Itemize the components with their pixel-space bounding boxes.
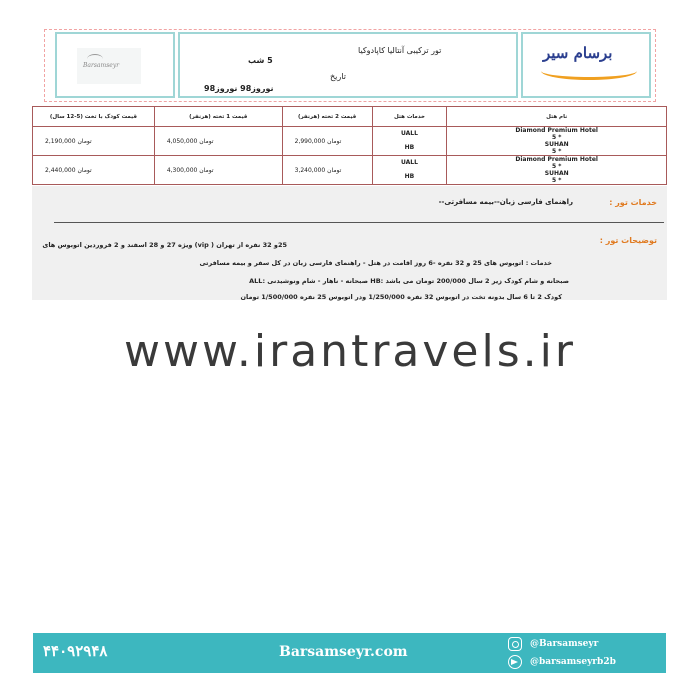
price-single: تومان 4,050,000 [154, 127, 282, 156]
instagram-handle: @Barsamseyr [530, 639, 599, 649]
board-type: UALL [400, 130, 418, 137]
footer-bar [33, 633, 666, 673]
price-double: تومان 3,240,000 [282, 156, 372, 185]
table-row [33, 156, 667, 185]
price-double: تومان 2,990,000 [282, 127, 372, 156]
hotel-name: SUHAN [544, 170, 569, 177]
hotel-cell [447, 127, 667, 156]
tour-title: تور ترکیبی آنتالیا کاپادوکیا [358, 46, 442, 55]
telegram-handle: @barsamseyrb2b [530, 657, 616, 667]
notes-panel [32, 186, 667, 300]
note-line: خدمات : اتوبوس های 25 و 32 نفره -6 روز اقامت در هتل - راهنمای فارسی زبان در کل سفر و بیمه مسافرتی [199, 259, 552, 267]
services-text: راهنمای فارسی زبان--بیمه مسافرتی-- [438, 198, 573, 206]
header-hotel: نام هتل [447, 107, 667, 127]
footer-phone[interactable]: ۴۴۰۹۲۹۴۸ [43, 642, 108, 660]
tour-date-value: نوروز98 نوروز98 [204, 84, 274, 93]
note-line: کودک 2 تا 6 سال بدونه تخت در اتوبوس 32 نفره 1/250/000 ودر اتوبوس 25 نفره 1/500/000 تومان [240, 293, 562, 301]
table-row [33, 127, 667, 156]
hotel-stars: 5 * [551, 134, 562, 141]
brand-arc-icon [541, 62, 637, 80]
board-cell [372, 127, 447, 156]
tour-date-label: تاریخ [330, 72, 346, 81]
board-cell [372, 156, 447, 185]
services-label: خدمات تور : [609, 198, 657, 207]
board-type: HB [404, 144, 415, 151]
tour-info-box [178, 32, 518, 98]
header-price-double: قیمت 2 تخته (هرنفر) [282, 107, 372, 127]
hotel-stars: 5 * [551, 148, 562, 155]
price-child: تومان 2,440,000 [33, 156, 155, 185]
hotel-cell [447, 156, 667, 185]
hotel-stars: 5 * [551, 177, 562, 184]
notes-label: توضیحات تور : [599, 236, 657, 245]
telegram-icon [508, 655, 522, 669]
header-price-child: قیمت کودک با تخت (5-12 سال) [33, 107, 155, 127]
table-header-row [33, 107, 667, 127]
board-type: UALL [400, 159, 418, 166]
hotel-name: Diamond Premium Hotel [515, 127, 598, 134]
brand-name: برسام سیر [543, 44, 613, 62]
price-child: تومان 2,190,000 [33, 127, 155, 156]
partner-logo-text: Barsamseyr [83, 62, 120, 69]
hotel-stars: 5 * [551, 163, 562, 170]
hotel-name: Diamond Premium Hotel [515, 156, 598, 163]
board-type: HB [404, 173, 415, 180]
header-price-single: قیمت 1 تخته (هرنفر) [154, 107, 282, 127]
note-line: صبحانه و شام کودک زیر 2 سال 200/000 تومان می باشد :HB صبحانه - ناهار - شام ونوشیدنی :ALL [249, 277, 569, 285]
hotel-name: SUHAN [544, 141, 569, 148]
instagram-icon [508, 637, 522, 651]
notes-divider [54, 222, 664, 223]
price-single: تومان 4,300,000 [154, 156, 282, 185]
brand-logo [521, 32, 651, 98]
telegram-link[interactable] [508, 655, 616, 669]
tour-nights: 5 شب [248, 56, 273, 65]
note-line: 25و 32 نفره از تهران ( vip) ویژه 27 و 28 اسفند و 2 فروردین اتوبوس های [42, 241, 287, 249]
instagram-link[interactable] [508, 637, 598, 651]
footer-website-link[interactable]: Barsamseyr.com [279, 644, 408, 660]
header-board: خدمات هتل [372, 107, 447, 127]
watermark: www.irantravels.ir [124, 326, 576, 377]
price-table [32, 106, 667, 185]
partner-logo [55, 32, 175, 98]
partner-logo-mark [77, 48, 141, 84]
